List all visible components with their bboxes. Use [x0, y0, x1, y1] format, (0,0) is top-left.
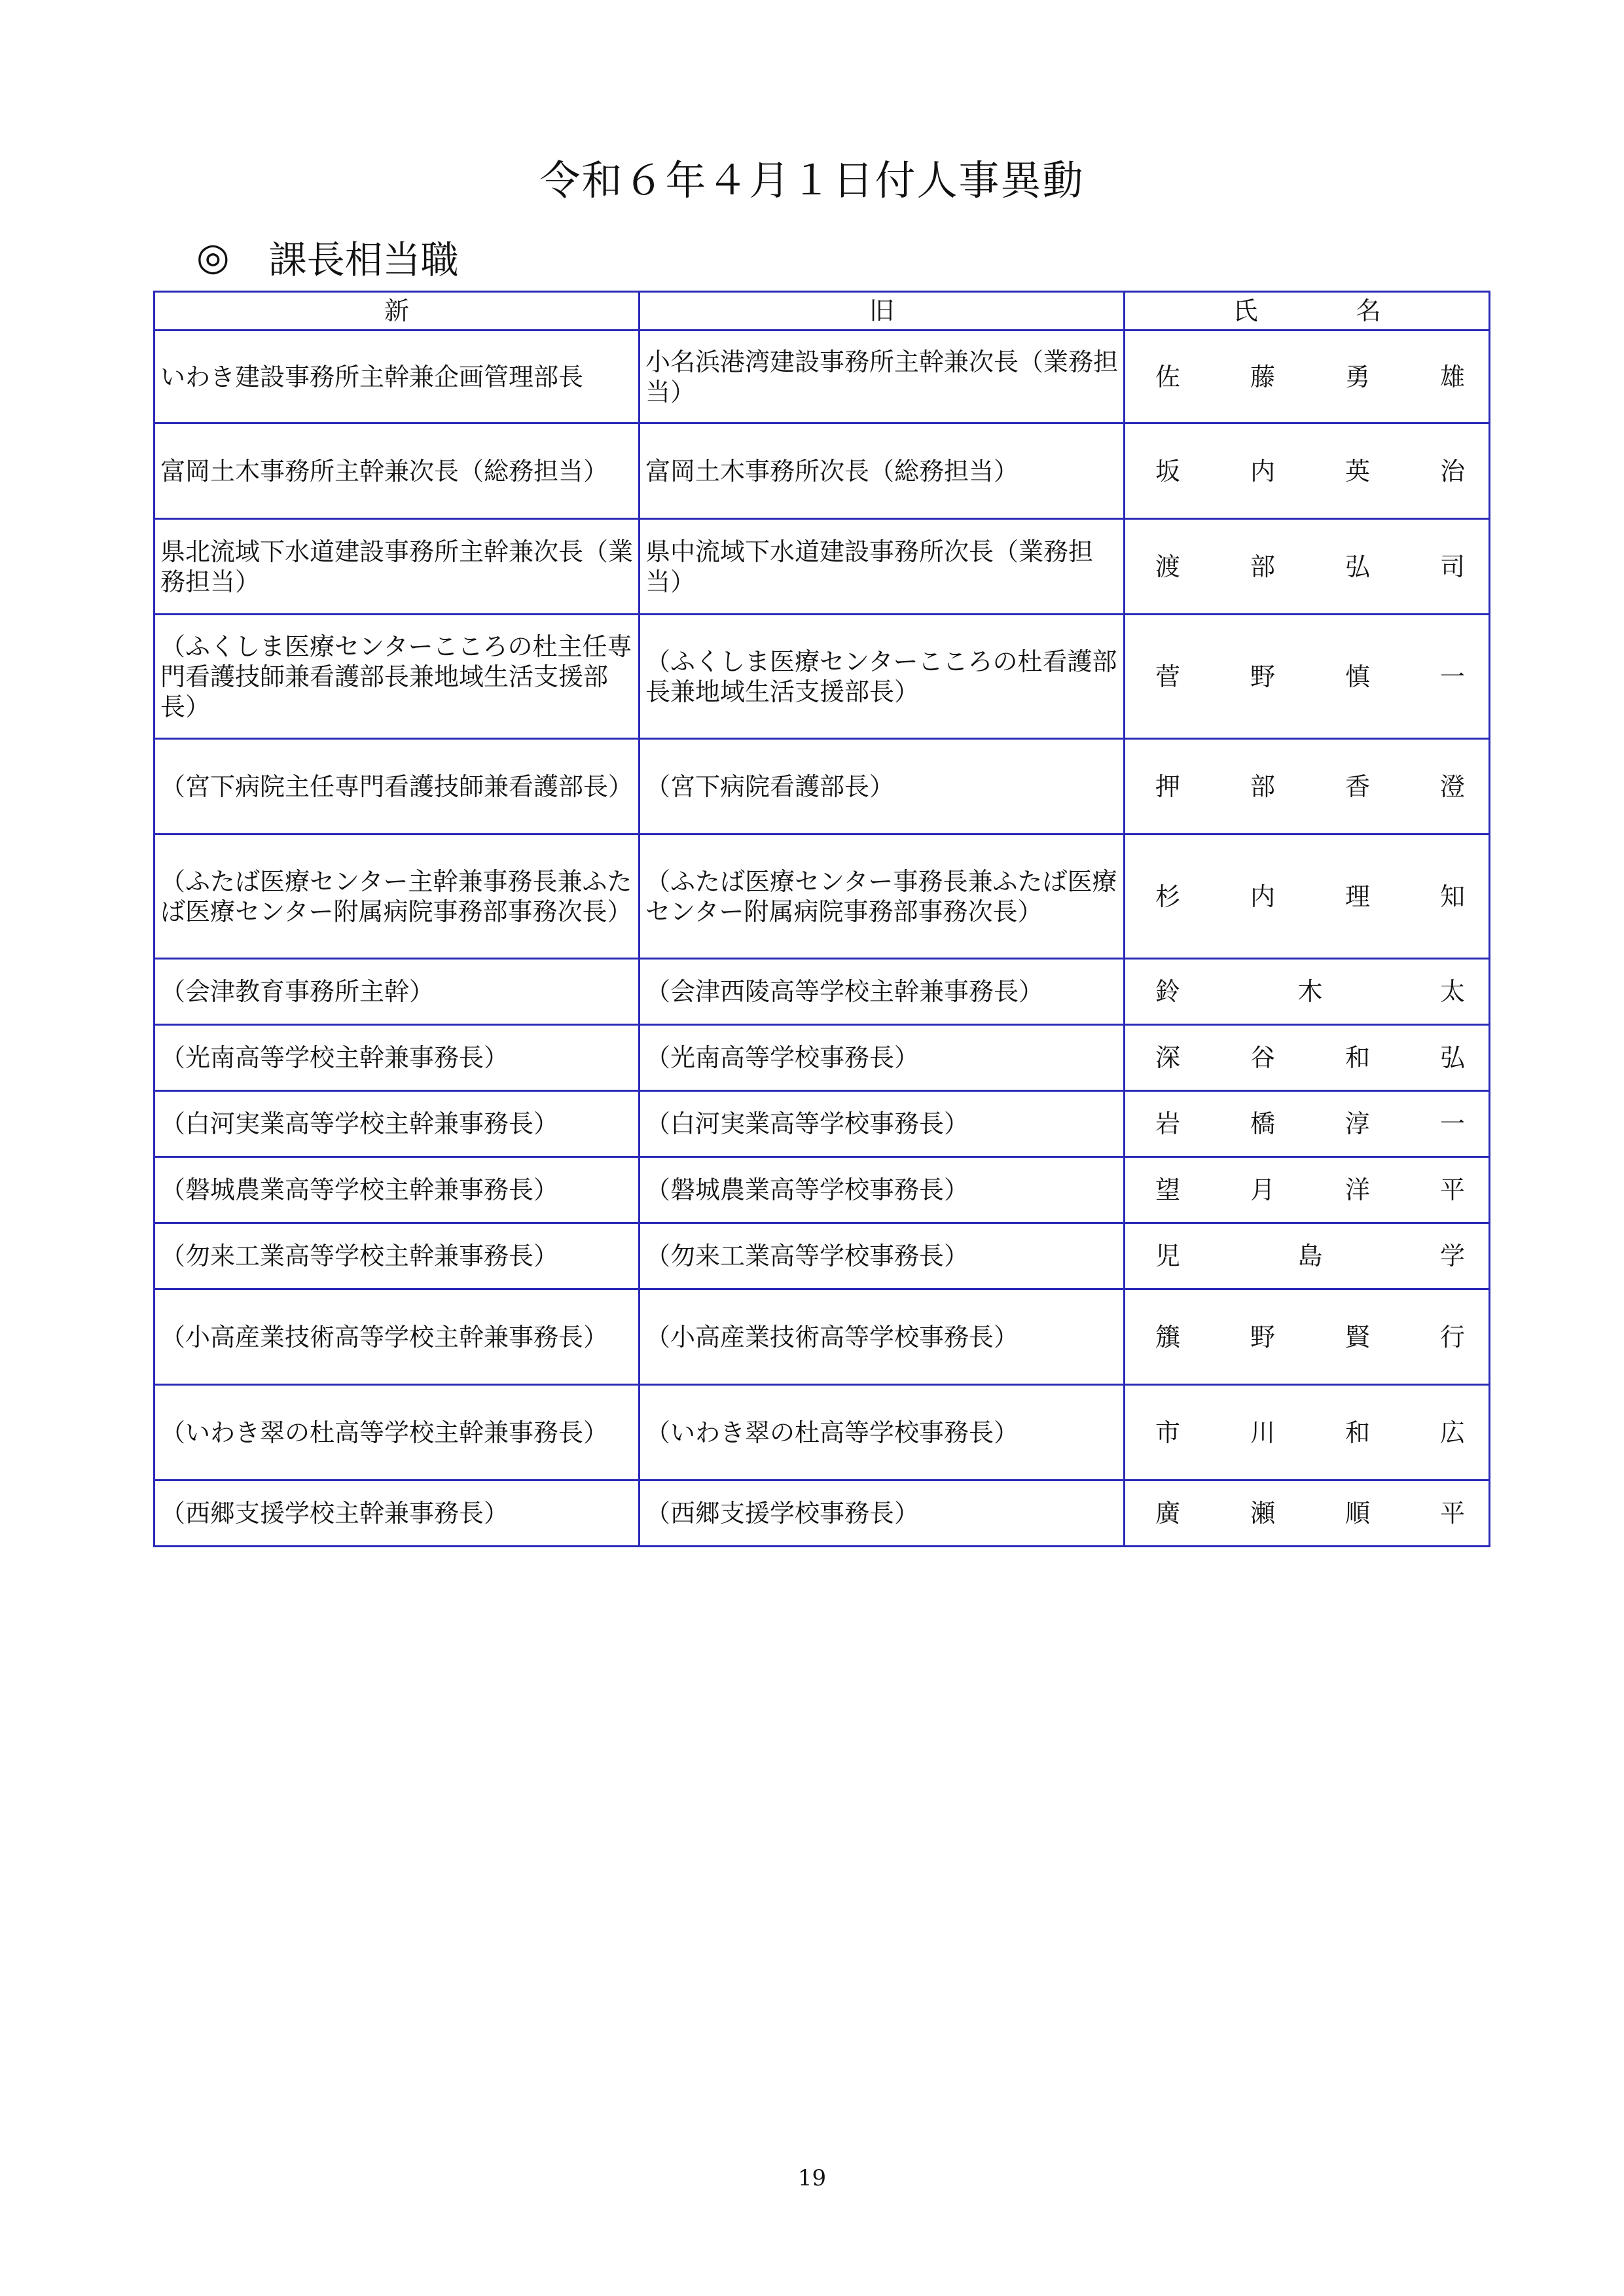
name-char: 川 [1250, 1418, 1275, 1447]
new-position-cell: （白河実業高等学校主幹兼事務長） [154, 1091, 640, 1157]
name-char: 月 [1250, 1175, 1275, 1204]
name-char: 順 [1344, 1499, 1370, 1528]
name-char: 広 [1439, 1418, 1465, 1447]
name-char: 鈴 [1155, 977, 1181, 1006]
name-char: 一 [1439, 662, 1465, 691]
table-row [154, 423, 1490, 519]
name-cell [1125, 423, 1490, 519]
name-char: 勇 [1344, 362, 1370, 391]
new-position-cell: （勿来工業高等学校主幹兼事務長） [154, 1223, 640, 1289]
old-position-cell: （ふたば医療センター事務長兼ふたば医療センター附属病院事務部事務次長） [640, 834, 1125, 959]
name-char: 菅 [1155, 662, 1181, 691]
name-char: 和 [1344, 1043, 1370, 1072]
name-cell [1125, 1289, 1490, 1385]
name-char: 深 [1155, 1043, 1181, 1072]
name-char: 押 [1155, 772, 1181, 801]
name-char: 淳 [1344, 1109, 1370, 1138]
table-row [154, 615, 1490, 739]
name-char: 望 [1155, 1175, 1181, 1204]
name-cell [1125, 1025, 1490, 1091]
name-char: 市 [1155, 1418, 1181, 1447]
old-position-cell: （磐城農業高等学校事務長） [640, 1157, 1125, 1223]
name-cell [1125, 519, 1490, 615]
name-char: 治 [1439, 456, 1465, 486]
name-char: 藤 [1250, 362, 1275, 391]
name-char: 学 [1439, 1242, 1465, 1270]
header-old: 旧 [640, 292, 1125, 331]
new-position-cell: 県北流域下水道建設事務所主幹兼次長（業務担当） [154, 519, 640, 615]
name-char: 平 [1439, 1499, 1465, 1528]
new-position-cell: （磐城農業高等学校主幹兼事務長） [154, 1157, 640, 1223]
personnel-table [153, 291, 1490, 1547]
name-cell [1125, 1157, 1490, 1223]
header-new: 新 [154, 292, 640, 331]
name-char: 平 [1439, 1175, 1465, 1204]
name-char: 弘 [1439, 1043, 1465, 1072]
name-cell [1125, 1480, 1490, 1547]
name-char: 木 [1297, 977, 1323, 1006]
new-position-cell: （会津教育事務所主幹） [154, 959, 640, 1025]
new-position-cell: （いわき翠の杜高等学校主幹兼事務長） [154, 1385, 640, 1480]
name-char: 内 [1250, 456, 1275, 486]
name-char: 和 [1344, 1418, 1370, 1447]
old-position-cell: 小名浜港湾建設事務所主幹兼次長（業務担当） [640, 331, 1125, 423]
name-char: 野 [1250, 1322, 1275, 1352]
name-char: 弘 [1344, 552, 1370, 581]
double-circle-icon: ◎ [196, 234, 230, 279]
name-char: 部 [1250, 552, 1275, 581]
name-char: 杉 [1155, 882, 1181, 911]
name-char: 一 [1439, 1109, 1465, 1138]
name-char: 籏 [1155, 1322, 1181, 1352]
header-name-surname-char: 氏 [1233, 296, 1258, 325]
table-body [154, 331, 1490, 1547]
new-position-cell: （西郷支援学校主幹兼事務長） [154, 1480, 640, 1547]
table-row [154, 959, 1490, 1025]
name-char: 行 [1439, 1322, 1465, 1352]
name-char: 洋 [1344, 1175, 1370, 1204]
name-char: 太 [1439, 977, 1465, 1006]
name-char: 雄 [1439, 362, 1465, 391]
new-position-cell: （ふくしま医療センターこころの杜主任専門看護技師兼看護部長兼地域生活支援部長） [154, 615, 640, 739]
table-row [154, 1091, 1490, 1157]
name-cell [1125, 1385, 1490, 1480]
name-char: 廣 [1155, 1499, 1181, 1528]
new-position-cell: 富岡土木事務所主幹兼次長（総務担当） [154, 423, 640, 519]
old-position-cell: （小高産業技術高等学校事務長） [640, 1289, 1125, 1385]
name-char: 英 [1344, 456, 1370, 486]
name-char: 司 [1439, 552, 1465, 581]
table-row [154, 1025, 1490, 1091]
old-position-cell: （ふくしま医療センターこころの杜看護部長兼地域生活支援部長） [640, 615, 1125, 739]
name-cell [1125, 615, 1490, 739]
name-cell [1125, 739, 1490, 834]
table-row [154, 519, 1490, 615]
name-char: 児 [1155, 1242, 1181, 1270]
name-cell [1125, 959, 1490, 1025]
page-number: 19 [797, 2165, 827, 2191]
old-position-cell: （白河実業高等学校事務長） [640, 1091, 1125, 1157]
old-position-cell: （西郷支援学校事務長） [640, 1480, 1125, 1547]
name-char: 野 [1250, 662, 1275, 691]
name-char: 渡 [1155, 552, 1181, 581]
name-char: 慎 [1344, 662, 1370, 691]
new-position-cell: （小高産業技術高等学校主幹兼事務長） [154, 1289, 640, 1385]
name-cell [1125, 1091, 1490, 1157]
header-name [1125, 292, 1490, 331]
old-position-cell: （会津西陵高等学校主幹兼事務長） [640, 959, 1125, 1025]
new-position-cell: （宮下病院主任専門看護技師兼看護部長） [154, 739, 640, 834]
table-row [154, 1385, 1490, 1480]
name-char: 岩 [1155, 1109, 1181, 1138]
page-title: 令和６年４月１日付人事異動 [539, 156, 1085, 204]
table-row [154, 1289, 1490, 1385]
name-char: 島 [1297, 1242, 1323, 1270]
table-header-row [154, 292, 1490, 331]
table-row [154, 331, 1490, 423]
table-row [154, 1223, 1490, 1289]
table-row [154, 1157, 1490, 1223]
old-position-cell: （勿来工業高等学校事務長） [640, 1223, 1125, 1289]
name-cell [1125, 834, 1490, 959]
name-char: 橋 [1250, 1109, 1275, 1138]
name-char: 理 [1344, 882, 1370, 911]
table-row [154, 739, 1490, 834]
name-char: 部 [1250, 772, 1275, 801]
name-char: 佐 [1155, 362, 1181, 391]
section-heading [196, 229, 459, 284]
header-name-given-char: 名 [1356, 296, 1381, 325]
old-position-cell: （宮下病院看護部長） [640, 739, 1125, 834]
table-row [154, 834, 1490, 959]
new-position-cell: いわき建設事務所主幹兼企画管理部長 [154, 331, 640, 423]
new-position-cell: （光南高等学校主幹兼事務長） [154, 1025, 640, 1091]
name-char: 坂 [1155, 456, 1181, 486]
name-char: 澄 [1439, 772, 1465, 801]
name-cell [1125, 1223, 1490, 1289]
name-char: 瀬 [1250, 1499, 1275, 1528]
name-char: 香 [1344, 772, 1370, 801]
old-position-cell: 県中流域下水道建設事務所次長（業務担当） [640, 519, 1125, 615]
name-char: 谷 [1250, 1043, 1275, 1072]
name-char: 内 [1250, 882, 1275, 911]
old-position-cell: （光南高等学校事務長） [640, 1025, 1125, 1091]
name-char: 賢 [1344, 1322, 1370, 1352]
old-position-cell: 富岡土木事務所次長（総務担当） [640, 423, 1125, 519]
table-row [154, 1480, 1490, 1547]
name-cell [1125, 331, 1490, 423]
old-position-cell: （いわき翠の杜高等学校事務長） [640, 1385, 1125, 1480]
section-label: 課長相当職 [268, 238, 459, 282]
new-position-cell: （ふたば医療センター主幹兼事務長兼ふたば医療センター附属病院事務部事務次長） [154, 834, 640, 959]
name-char: 知 [1439, 882, 1465, 911]
